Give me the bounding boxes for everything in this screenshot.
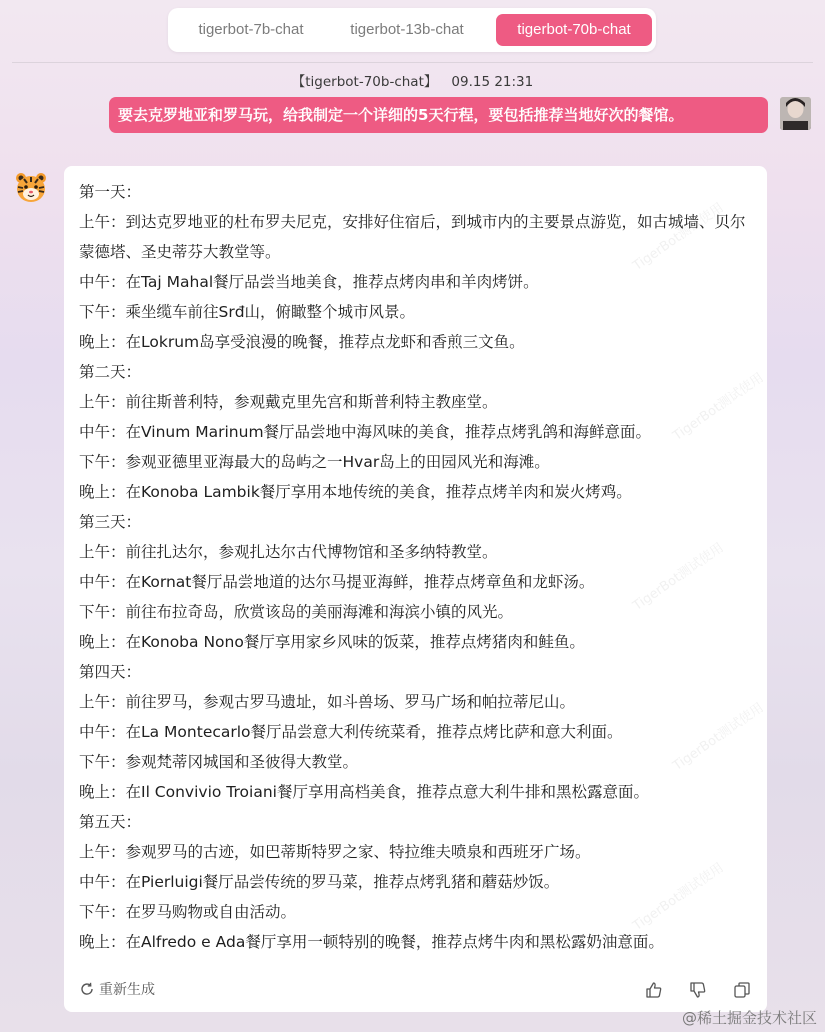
tab-tigerbot-7b-chat[interactable]: tigerbot-7b-chat bbox=[198, 21, 304, 38]
user-avatar bbox=[780, 97, 811, 130]
reply-line: 中午：在La Montecarlo餐厅品尝意大利传统菜肴，推荐点烤比萨和意大利面。 bbox=[79, 723, 623, 741]
reply-line: 下午：参观亚德里亚海最大的岛屿之一Hvar岛上的田园风光和海滩。 bbox=[79, 453, 550, 471]
reply-line: 第三天： bbox=[79, 513, 142, 531]
reply-line: 晚上：在Konoba Nono餐厅享用家乡风味的饭菜，推荐点烤猪肉和鲑鱼。 bbox=[79, 633, 585, 651]
reply-line: 下午：前往布拉奇岛，欣赏该岛的美丽海滩和海滨小镇的风光。 bbox=[79, 603, 514, 621]
reply-line: 下午：参观梵蒂冈城国和圣彼得大教堂。 bbox=[79, 753, 359, 771]
reply-line: 中午：在Taj Mahal餐厅品尝当地美食，推荐点烤肉串和羊肉烤饼。 bbox=[79, 273, 539, 291]
user-message-bubble: 要去克罗地亚和罗马玩，给我制定一个详细的5天行程，要包括推荐当地好次的餐馆。 bbox=[109, 97, 768, 133]
reply-line: 中午：在Kornat餐厅品尝地道的达尔马提亚海鲜，推荐点烤章鱼和龙虾汤。 bbox=[79, 573, 595, 591]
reply-line: 晚上：在Konoba Lambik餐厅享用本地传统的美食，推荐点烤羊肉和炭火烤鸡。 bbox=[79, 483, 632, 501]
reply-line: 晚上：在Il Convivio Troiani餐厅享用高档美食，推荐点意大利牛排和黑松露意面。 bbox=[79, 783, 649, 801]
reply-line: 下午：乘坐缆车前往Srđ山，俯瞰整个城市风景。 bbox=[79, 303, 416, 321]
reply-line: 第五天： bbox=[79, 813, 142, 831]
tab-tigerbot-70b-chat[interactable]: tigerbot-70b-chat bbox=[496, 14, 652, 46]
reply-line: 下午：在罗马购物或自由活动。 bbox=[79, 903, 297, 921]
reply-line: 上午：到达克罗地亚的杜布罗夫尼克，安排好住宿后，到城市内的主要景点游览，如古城墙、贝尔蒙德塔、圣史蒂芬大教堂等。 bbox=[79, 213, 746, 261]
footer-brand: @稀土掘金技术社区 bbox=[681, 1009, 817, 1027]
tiger-avatar-icon bbox=[14, 171, 48, 205]
bot-reply-card: TigerBot测试使用 TigerBot测试使用 TigerBot测试使用 TigerBot测试使用 TigerBot测试使用 第一天： 上午：到达克罗地亚的杜布罗夫尼克，安排好住宿后，到城市内的主要景点游览，如古城墙、贝尔蒙德塔、圣史蒂芬大教堂等。 中午：在Taj Mahal餐厅品尝当地美食，推荐点烤肉串和羊肉烤饼。 下午：乘坐缆车前往Srđ山，俯瞰整个城市风景。 晚上：在Lokrum岛享受浪漫的晚餐，推荐点龙虾和香煎三文鱼。 第二天： 上午：前往斯普利特，参观戴克里先宫和斯普利特主教座堂。 中午：在Vinum Marinum餐厅品尝地中海风味的美食，推荐点烤乳鸽和海鲜意面。 下午：参观亚德里亚海最大的岛屿之一Hvar岛上的田园风光和海滩。 晚上：在Konoba Lambik餐厅享用本地传统的美食，推荐点烤羊肉和炭火烤鸡。 第三天： 上午：前往扎达尔，参观扎达尔古代博物馆和圣多纳特教堂。 中午：在Kornat餐厅品尝地道的达尔马提亚海鲜，推荐点烤章鱼和龙虾汤。 下午：前往布拉奇岛，欣赏该岛的美丽海滩和海滨小镇的风光。 晚上：在Konoba Nono餐厅享用家乡风味的饭菜，推荐点烤猪肉和鲑鱼。 第四天： 上午：前往罗马，参观古罗马遗址，如斗兽场、罗马广场和帕拉蒂尼山。 中午：在La Montecarlo餐厅品尝意大利传统菜肴，推荐点烤比萨和意大利面。 下午：参观梵蒂冈城国和圣彼得大教堂。 晚上：在Il Convivio Troiani餐厅享用高档美食，推荐点意大利牛排和黑松露意面。 第五天： 上午：参观罗马的古迹，如巴蒂斯特罗之家、特拉维夫喷泉和西班牙广场。 中午：在Pierluigi餐厅品尝传统的罗马菜，推荐点烤乳猪和蘑菇炒饭。 下午：在罗马购物或自由活动。 晚上：在Alfredo e Ada餐厅享用一顿特别的晚餐，推荐点烤牛肉和黑松露奶油意面。 重新生成 bbox=[64, 166, 767, 1012]
reply-line: 中午：在Vinum Marinum餐厅品尝地中海风味的美食，推荐点烤乳鸽和海鲜意面。 bbox=[79, 423, 652, 441]
reply-line: 上午：前往罗马，参观古罗马遗址，如斗兽场、罗马广场和帕拉蒂尼山。 bbox=[79, 693, 576, 711]
copy-icon[interactable] bbox=[733, 981, 751, 999]
reply-line: 第一天： bbox=[79, 183, 142, 201]
thumbs-down-icon[interactable] bbox=[689, 981, 707, 999]
reply-line: 上午：参观罗马的古迹，如巴蒂斯特罗之家、特拉维夫喷泉和西班牙广场。 bbox=[79, 843, 591, 861]
reply-line: 晚上：在Alfredo e Ada餐厅享用一顿特别的晚餐，推荐点烤牛肉和黑松露奶油意面。 bbox=[79, 933, 664, 951]
regenerate-button[interactable] bbox=[79, 980, 155, 1000]
regenerate-label: 重新生成 bbox=[99, 982, 155, 998]
model-tag: 【tigerbot-70b-chat】 bbox=[291, 74, 438, 90]
reply-line: 上午：前往扎达尔，参观扎达尔古代博物馆和圣多纳特教堂。 bbox=[79, 543, 498, 561]
message-meta bbox=[0, 70, 825, 90]
reply-line: 第四天： bbox=[79, 663, 142, 681]
tab-tigerbot-13b-chat[interactable]: tigerbot-13b-chat bbox=[350, 21, 464, 38]
model-tab-bar bbox=[168, 8, 656, 52]
header-divider bbox=[12, 62, 813, 63]
reply-line: 晚上：在Lokrum岛享受浪漫的晚餐，推荐点龙虾和香煎三文鱼。 bbox=[79, 333, 525, 351]
thumbs-up-icon[interactable] bbox=[645, 981, 663, 999]
reply-line: 上午：前往斯普利特，参观戴克里先宫和斯普利特主教座堂。 bbox=[79, 393, 498, 411]
reply-line: 第二天： bbox=[79, 363, 142, 381]
reply-text bbox=[79, 177, 754, 957]
message-timestamp: 09.15 21:31 bbox=[451, 74, 534, 90]
reply-line: 中午：在Pierluigi餐厅品尝传统的罗马菜，推荐点烤乳猪和蘑菇炒饭。 bbox=[79, 873, 560, 891]
refresh-icon bbox=[79, 981, 95, 997]
